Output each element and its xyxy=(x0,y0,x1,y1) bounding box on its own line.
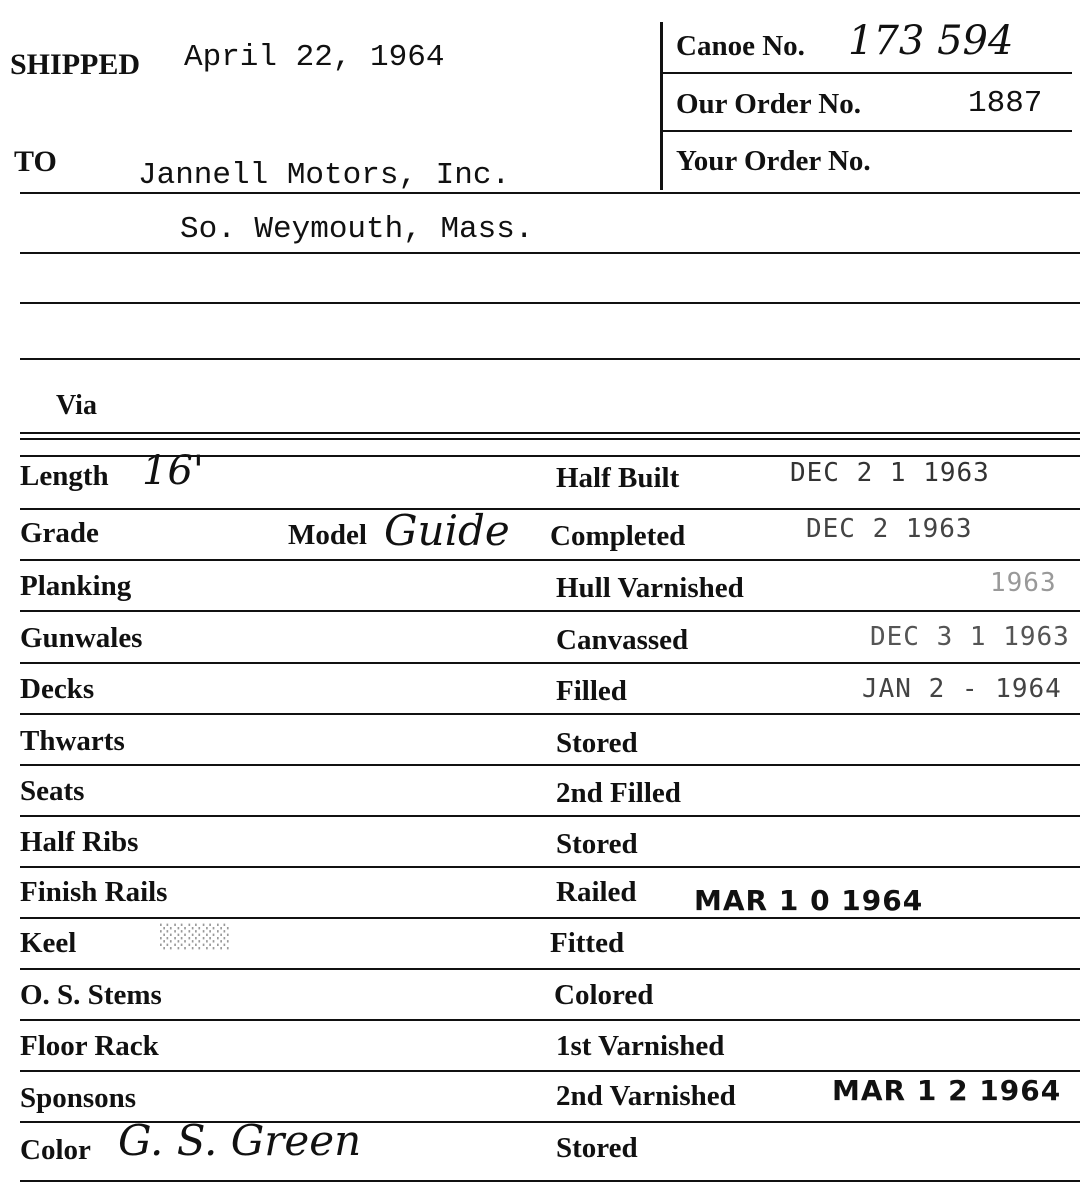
rule-row xyxy=(20,1070,1080,1072)
rule-row xyxy=(20,1180,1080,1182)
stored-label-1: Stored xyxy=(556,727,638,759)
rule-row xyxy=(20,610,1080,612)
second-varnished-date: MAR 1 2 1964 xyxy=(832,1074,1062,1107)
shipped-date: April 22, 1964 xyxy=(184,40,445,75)
rule-row xyxy=(20,968,1080,970)
filled-date: JAN 2 - 1964 xyxy=(862,674,1062,704)
model-value: Guide xyxy=(384,506,510,555)
second-varnished-label: 2nd Varnished xyxy=(556,1080,736,1112)
rule-row xyxy=(20,713,1080,715)
our-order-value: 1887 xyxy=(968,86,1043,121)
rule-row xyxy=(20,917,1080,919)
thwarts-label: Thwarts xyxy=(20,725,125,757)
stored-label-2: Stored xyxy=(556,828,638,860)
hull-varnished-date: 1963 xyxy=(990,568,1057,598)
half-ribs-label: Half Ribs xyxy=(20,826,139,858)
rule-order-1 xyxy=(662,72,1072,74)
completed-label: Completed xyxy=(550,520,686,552)
finish-rails-label: Finish Rails xyxy=(20,876,168,908)
length-value: 16' xyxy=(142,448,204,494)
canvassed-label: Canvassed xyxy=(556,624,689,656)
rule-address-3 xyxy=(20,302,1080,304)
completed-date: DEC 2 1963 xyxy=(806,514,973,544)
canoe-no-label: Canoe No. xyxy=(676,30,805,62)
addressee-line1: Jannell Motors, Inc. xyxy=(138,158,511,193)
color-value: G. S. Green xyxy=(118,1116,362,1165)
rule-via-1 xyxy=(20,432,1080,434)
first-varnished-label: 1st Varnished xyxy=(556,1030,725,1062)
half-built-label: Half Built xyxy=(556,462,680,494)
filled-label: Filled xyxy=(556,675,627,707)
fitted-label: Fitted xyxy=(550,927,625,959)
our-order-label: Our Order No. xyxy=(676,88,862,120)
color-label: Color xyxy=(20,1134,91,1166)
to-label: TO xyxy=(14,145,57,178)
keel-stamp: ░░░░░ xyxy=(160,925,232,950)
addressee-line2: So. Weymouth, Mass. xyxy=(180,212,534,247)
canoe-no-value: 173 594 xyxy=(848,18,1014,64)
decks-label: Decks xyxy=(20,673,95,705)
rule-row xyxy=(20,1019,1080,1021)
rule-address-4 xyxy=(20,358,1080,360)
rule-row xyxy=(20,662,1080,664)
railed-date: MAR 1 0 1964 xyxy=(694,884,924,917)
rule-row xyxy=(20,866,1080,868)
sponsons-label: Sponsons xyxy=(20,1082,137,1114)
rule-row xyxy=(20,508,1080,510)
model-label: Model xyxy=(288,519,367,551)
stored-label-3: Stored xyxy=(556,1132,638,1164)
grade-label: Grade xyxy=(20,517,99,549)
railed-label: Railed xyxy=(556,876,637,908)
rule-row xyxy=(20,815,1080,817)
your-order-label: Your Order No. xyxy=(676,145,871,177)
rule-row xyxy=(20,764,1080,766)
length-label: Length xyxy=(20,460,109,492)
rule-address-2 xyxy=(20,252,1080,254)
colored-label: Colored xyxy=(554,979,654,1011)
order-box-divider xyxy=(660,22,663,190)
shipped-label: SHIPPED xyxy=(10,48,141,81)
rule-via-2 xyxy=(20,438,1080,440)
via-label: Via xyxy=(56,390,97,421)
canvassed-date: DEC 3 1 1963 xyxy=(870,622,1070,652)
hull-varnished-label: Hull Varnished xyxy=(556,572,744,604)
seats-label: Seats xyxy=(20,775,85,807)
gunwales-label: Gunwales xyxy=(20,622,143,654)
rule-row xyxy=(20,559,1080,561)
planking-label: Planking xyxy=(20,570,132,602)
second-filled-label: 2nd Filled xyxy=(556,777,681,809)
keel-label: Keel xyxy=(20,927,77,959)
rule-order-2 xyxy=(662,130,1072,132)
os-stems-label: O. S. Stems xyxy=(20,979,162,1011)
half-built-date: DEC 2 1 1963 xyxy=(790,458,990,488)
floor-rack-label: Floor Rack xyxy=(20,1030,159,1062)
